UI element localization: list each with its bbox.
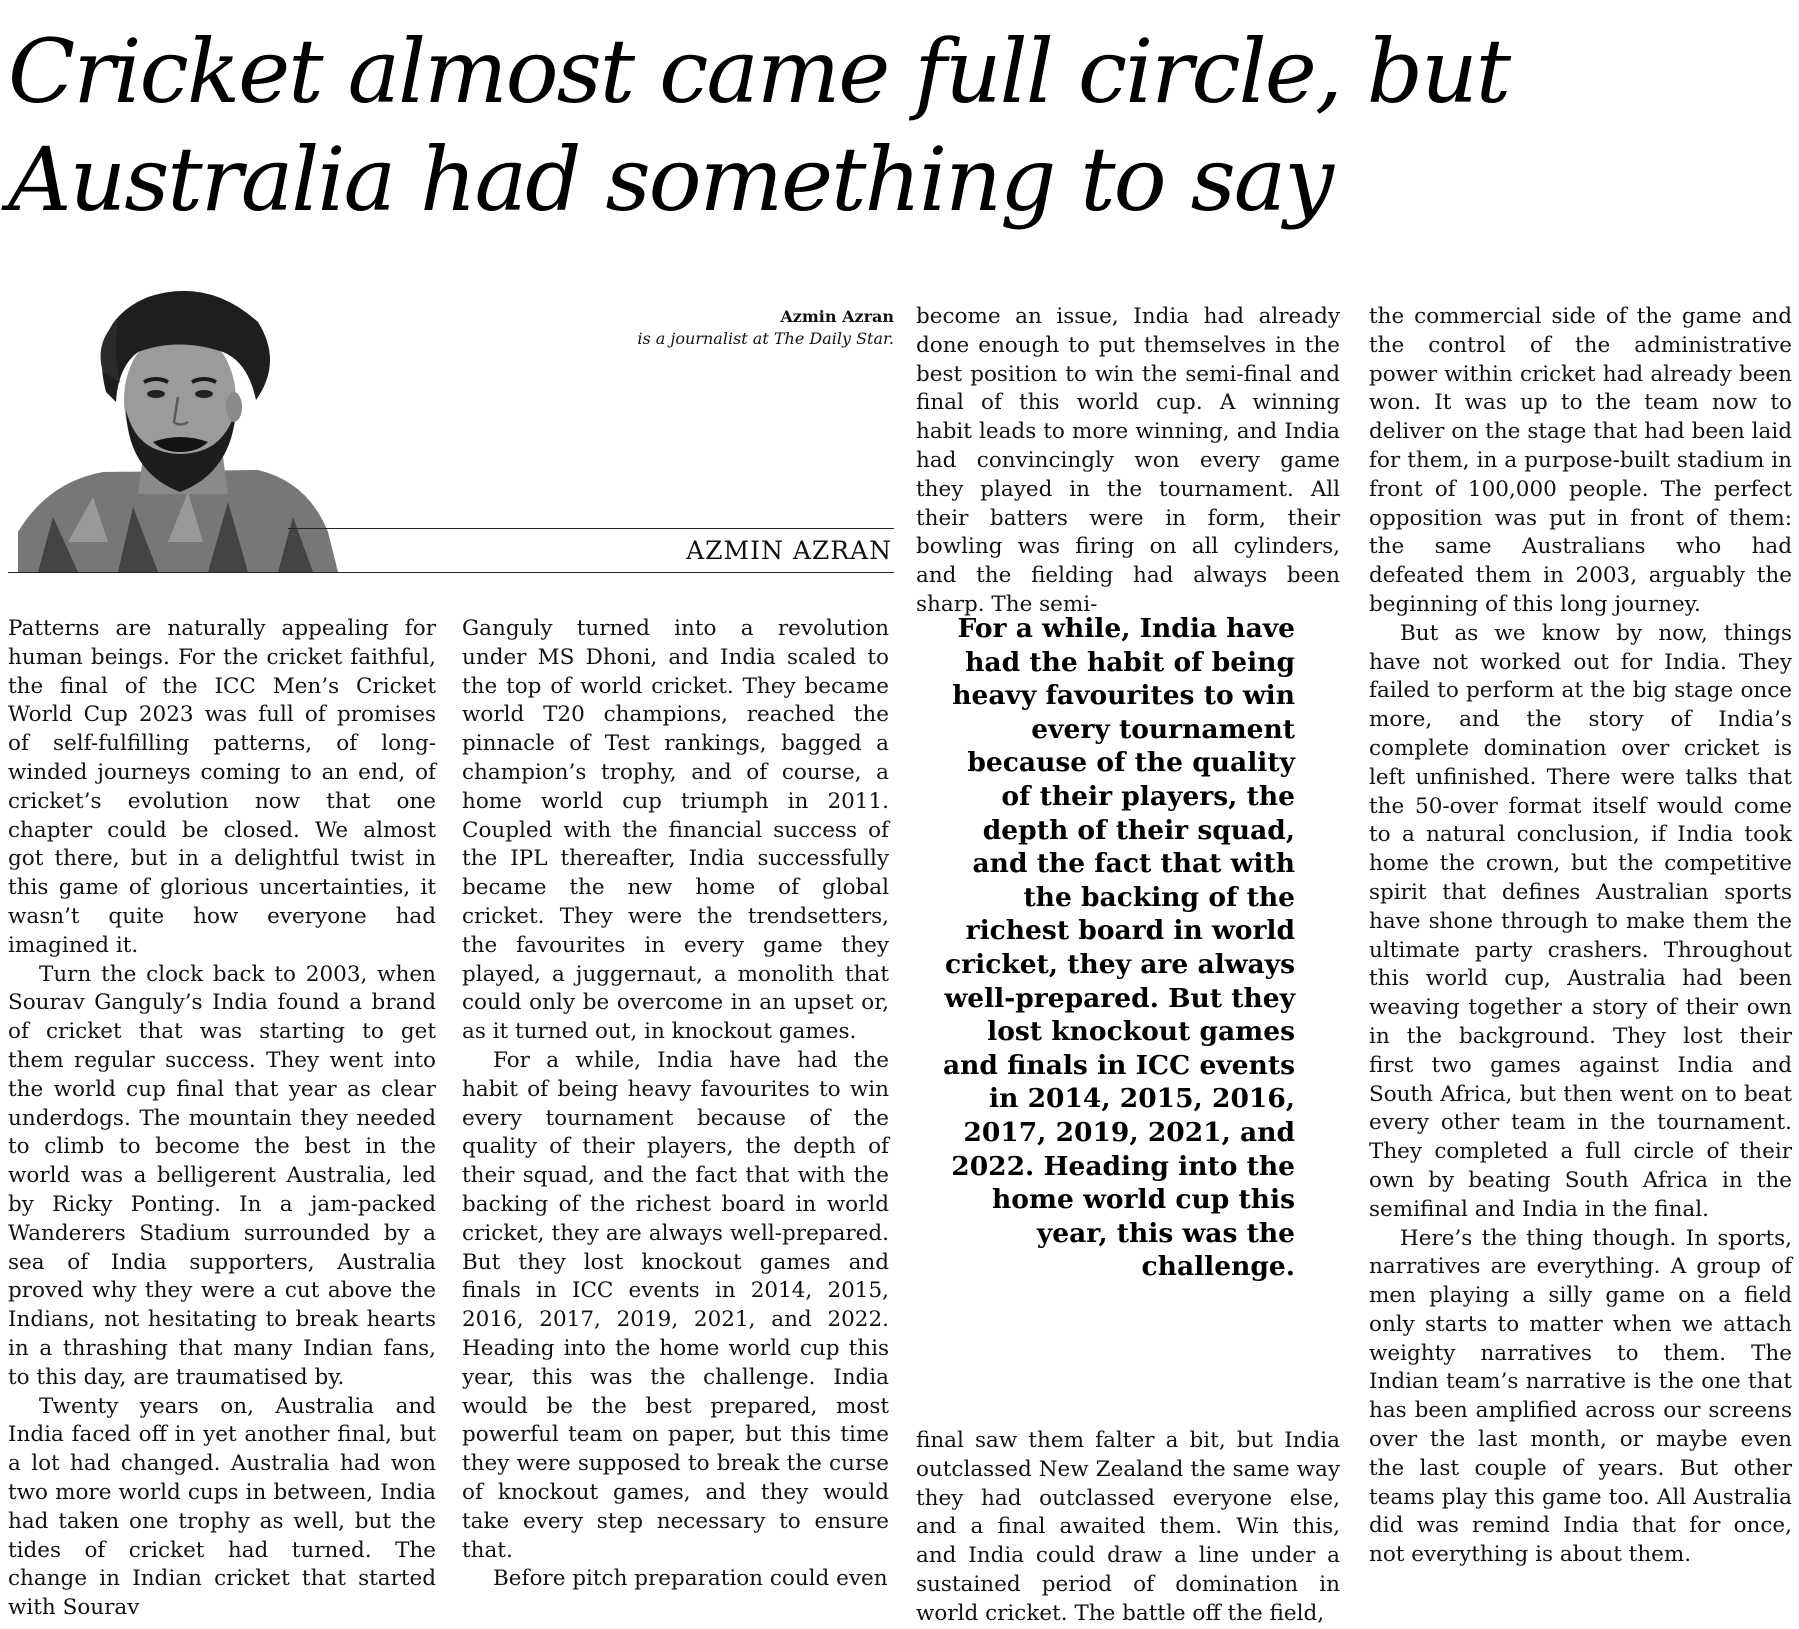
article-column-3-top <box>916 303 1340 620</box>
article-column-3-bottom <box>916 1427 1340 1629</box>
paragraph: final saw them falter a bit, but India outclassed New Zealand the same way they had outclassed everyone else, and a final awaited them. Win this, and India could draw a line under a sustained period of domination in world cricket. The battle off the field, <box>916 1428 1340 1626</box>
author-byline: AZMIN AZRAN <box>686 536 892 565</box>
paragraph: Turn the clock back to 2003, when Sourav Ganguly’s India found a brand of cricket that was starting to get them regular success. They went into the world cup final that year as clear underdogs. The mountain they needed to climb to become the best in the world was a belligerent Australia, led by Ricky Ponting. In a jam-packed Wanderers Stadium surrounded by a sea of India supporters, Australia proved why they were a cut above the Indians, not hesitating to break hearts in a thrashing that many Indian fans, to this day, are traumatised by. <box>8 961 436 1390</box>
headline-line-2: Australia had something to say <box>8 128 1332 231</box>
paragraph: the commercial side of the game and the control of the administrative power within cricket had already been won. It was up to the team now to deliver on the stage that had been laid for them, in a purpose-built stadium in front of 100,000 people. The perfect opposition was put in front of them: the same Australians who had defeated them in 2003, arguably the beginning of this long journey. <box>1369 304 1792 617</box>
article-column-2 <box>462 615 889 1594</box>
pull-quote: For a while, India have had the habit of being heavy favourites to win every tournament because of the quality of their players, the depth of their squad, and the fact that with the backing of the richest board in world cricket, they are always well-prepared. But they lost knockout games and finals in ICC events in 2014, 2015, 2016, 2017, 2019, 2021, and 2022. Heading into the home world cup this year, this was the challenge. <box>942 613 1295 1283</box>
article-column-1 <box>8 615 436 1623</box>
byline-divider-top <box>288 528 894 529</box>
paragraph: For a while, India have had the habit of being heavy favourites to win every tournament because of the quality of their players, the depth of their squad, and the fact that with the backing of the richest board in world cricket, they are always well-prepared. But they lost knockout games and finals in ICC events in 2014, 2015, 2016, 2017, 2019, 2021, and 2022. Heading into the home world cup this year, this was the challenge. India would be the best prepared, most powerful team on paper, but this time they were supposed to break the curse of knockout games, and they would take every step necessary to ensure that. <box>462 1047 889 1563</box>
paragraph: But as we know by now, things have not worked out for India. They failed to perform at the big stage once more, and the story of India’s complete domination over cricket is left unfinished. There were talks that the 50-over format itself would come to a natural conclusion, if India took home the crown, but the competitive spirit that defines Australian sports have shone through to make them the ultimate party crashers. Throughout this world cup, Australia had been weaving together a story of their own in the background. They lost their first two games against India and South Africa, but then went on to beat every other team in the tournament. They completed a full circle of their own by beating South Africa in the semifinal and India in the final. <box>1369 620 1792 1222</box>
paragraph: Twenty years on, Australia and India faced off in yet another final, but a lot had changed. Australia had won two more world cups in between, India had taken one trophy as well, but the tides of cricket had turned. The change in Indian cricket that started with Sourav <box>8 1393 436 1621</box>
paragraph: Ganguly turned into a revolution under MS Dhoni, and India scaled to the top of world cricket. They became world T20 champions, reached the pinnacle of Test rankings, bagged a champion’s trophy, and of course, a home world cup triumph in 2011. Coupled with the financial success of the IPL thereafter, India successfully became the new home of global cricket. They were the trendsetters, the favourites in every game they played, a juggernaut, a monolith that could only be overcome in an upset or, as it turned out, in knockout games. <box>462 616 889 1045</box>
author-block <box>8 282 894 572</box>
paragraph: become an issue, India had already done enough to put themselves in the best position to win the semi-final and final of this world cup. A winning habit leads to more winning, and India had convincingly won every game they played in the tournament. All their batters were in form, their bowling was firing on all cylinders, and the fielding had always been sharp. The semi- <box>916 304 1340 617</box>
byline-divider-bottom <box>8 572 894 573</box>
author-role: is a journalist at The Daily Star. <box>637 329 894 348</box>
headline <box>8 18 1788 234</box>
author-name: Azmin Azran <box>780 307 894 326</box>
paragraph: Patterns are naturally appealing for human beings. For the cricket faithful, the final of the ICC Men’s Cricket World Cup 2023 was full of promises of self-fulfilling patterns, of long-winded journeys coming to an end, of cricket’s evolution now that one chapter could be closed. We almost got there, but in a delightful twist in this game of glorious uncertainties, it wasn’t quite how everyone had imagined it. <box>8 616 436 958</box>
article-column-4 <box>1369 303 1792 1570</box>
paragraph: Before pitch preparation could even <box>493 1566 888 1592</box>
paragraph: Here’s the thing though. In sports, narratives are everything. A group of men playing a silly game on a field only starts to matter when we attach weighty narratives to them. The Indian team’s narrative is the one that has been amplified across our screens over the last month, or maybe even the last couple of years. But other teams play this game too. All Australia did was remind India that for once, not everything is about them. <box>1369 1225 1792 1568</box>
author-credit <box>637 306 894 350</box>
headline-line-1: Cricket almost came full circle, but <box>8 20 1510 123</box>
